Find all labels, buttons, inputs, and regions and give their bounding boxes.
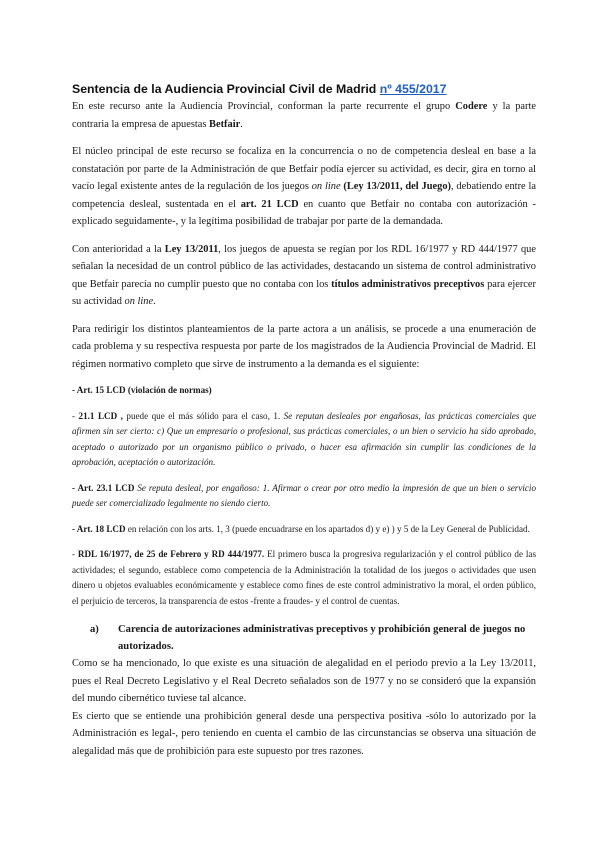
text: Con anterioridad a la [72, 243, 165, 255]
text: y la parte contraria la empresa de apuestas [72, 101, 536, 130]
bold-text: art. 21 LCD [240, 198, 299, 210]
list-item-rdl [72, 547, 536, 609]
list-item-art21 [72, 409, 536, 471]
text: El núcleo principal de este recurso se focaliza en la concurrencia o no de competencia desleal en base a la constatación por parte de la Administración de que Betfair podía ejercer su actividad, es decir, gira en torno al vacío legal existente antes de la regulación de los juegos [72, 146, 536, 192]
dash: - [72, 549, 78, 559]
text: , debatiendo entre la competencia desleal, sustentada en el [72, 181, 536, 210]
text: En este recurso ante la Audiencia Provincial, conforman la parte recurrente el grupo [72, 101, 456, 112]
italic-text: Se reputa desleal, por engañoso: 1. Afirmar o crear por otro medio la impresión de que un bien o servicio puede ser comercializado legalmente no siendo cierto. [72, 482, 537, 508]
dash: - [72, 410, 79, 421]
text: . [240, 118, 243, 130]
section-heading-a [72, 621, 536, 655]
bold-text: Ley 13/2011 [164, 243, 219, 255]
list-item-art15 [72, 383, 536, 399]
bold-text: - Art. 15 LCD (violación de normas) [72, 385, 212, 395]
bold-text: RDL 16/1977, de 25 de Febrero y RD 444/1977. [77, 549, 265, 559]
bold-text: Codere [455, 101, 488, 112]
bold-text: títulos administrativos preceptivos [331, 278, 485, 290]
bold-text: - Art. 18 LCD [72, 523, 126, 534]
italic-text: on line [311, 181, 341, 192]
paragraph-intro-list: Para redirigir los distintos planteamientos de la parte actora a un análisis, se procede a una enumeración de cada problema y su respectiva respuesta por parte de los magistrados de la Audiencia Provincial de Madrid. El régimen normativo completo que sirve de instrumento a la demanda es el siguiente: [72, 323, 536, 370]
list-item-art23 [72, 481, 536, 512]
page-title [72, 80, 536, 98]
bold-text: 21.1 LCD , [78, 410, 123, 421]
sentencia-number-link[interactable]: nº 455/2017 [379, 82, 447, 96]
section-marker: a) [90, 624, 99, 635]
text: , los juegos de apuesta se regían por los RDL 16/1977 y RD 444/1977 que señalan la necesidad de un control público de las actividades, destacando un sistema de control administrativo que Betfair parecía no cumplir puesto que no contaba con los [72, 243, 536, 290]
paragraph-alegalidad: Como se ha mencionado, lo que existe es una situación de alegalidad en el periodo previo a la Ley 13/2011, pues el Real Decreto Legislativo y el Real Decreto señalados son de 1977 y no se consideró que la expansión del mundo cibernético tuviese tal alcance. [72, 658, 536, 704]
paragraph-prohibicion: Es cierto que se entiende una prohibición general desde una perspectiva positiva -sólo lo autorizado por la Administración es legal-, pero teniendo en cuenta el cambio de las circunstancias se observa una situación de alegalidad más que de prohibición para este supuesto por tres razones. [72, 710, 536, 757]
bold-text: (Ley 13/2011, del Juego) [340, 181, 451, 192]
text: . [153, 296, 156, 307]
text: en cuanto que Betfair no contaba con autorización -explicado seguidamente-, y la legítima posibilidad de trabajar por parte de la demandada. [72, 198, 537, 227]
paragraph-prior-law [72, 241, 536, 311]
text: puede que el más sólido para el caso, 1. [122, 410, 284, 421]
paragraph-parties [72, 98, 536, 133]
italic-text: on line [124, 296, 154, 307]
text: El primero busca la progresiva regularización y el control público de las actividades; el segundo, establece como competencia de la Administración la totalidad de los juegos o actividades que usen dinero u objetos evaluables económicamente y establece como fines de este control administrativo la moral, el orden público, el perjuicio de terceros, la transparencia de estos -frente a fraudes- y el control de cuentas. [72, 549, 536, 606]
bold-text: - Art. 23.1 LCD [72, 482, 135, 493]
title-text: Sentencia de la Audiencia Provincial Civil de Madrid [72, 82, 380, 96]
list-item-art18 [72, 522, 536, 538]
text: en relación con los arts. 1, 3 (puede encuadrarse en los apartados d) y e) ) y 5 de la Ley General de Publicidad. [125, 523, 530, 534]
text: para ejercer su actividad [72, 278, 536, 307]
italic-text: Se reputan desleales por engañosas, las prácticas comerciales que afirmen sin ser cierto: c) Que un empresario o profesional, sus prácticas comerciales, o un bien o servicio ha sido aprobado, aceptado o autorizado por un organismo público o privado, o hacer esa afirmación sin cumplir las condiciones de la aprobación, aceptación o autorización. [72, 410, 536, 467]
bold-text: Betfair [209, 118, 241, 130]
section-heading-text: Carencia de autorizaciones administrativas preceptivos y prohibición general de juegos no autorizados. [118, 624, 526, 652]
paragraph-core-issue [72, 143, 536, 231]
